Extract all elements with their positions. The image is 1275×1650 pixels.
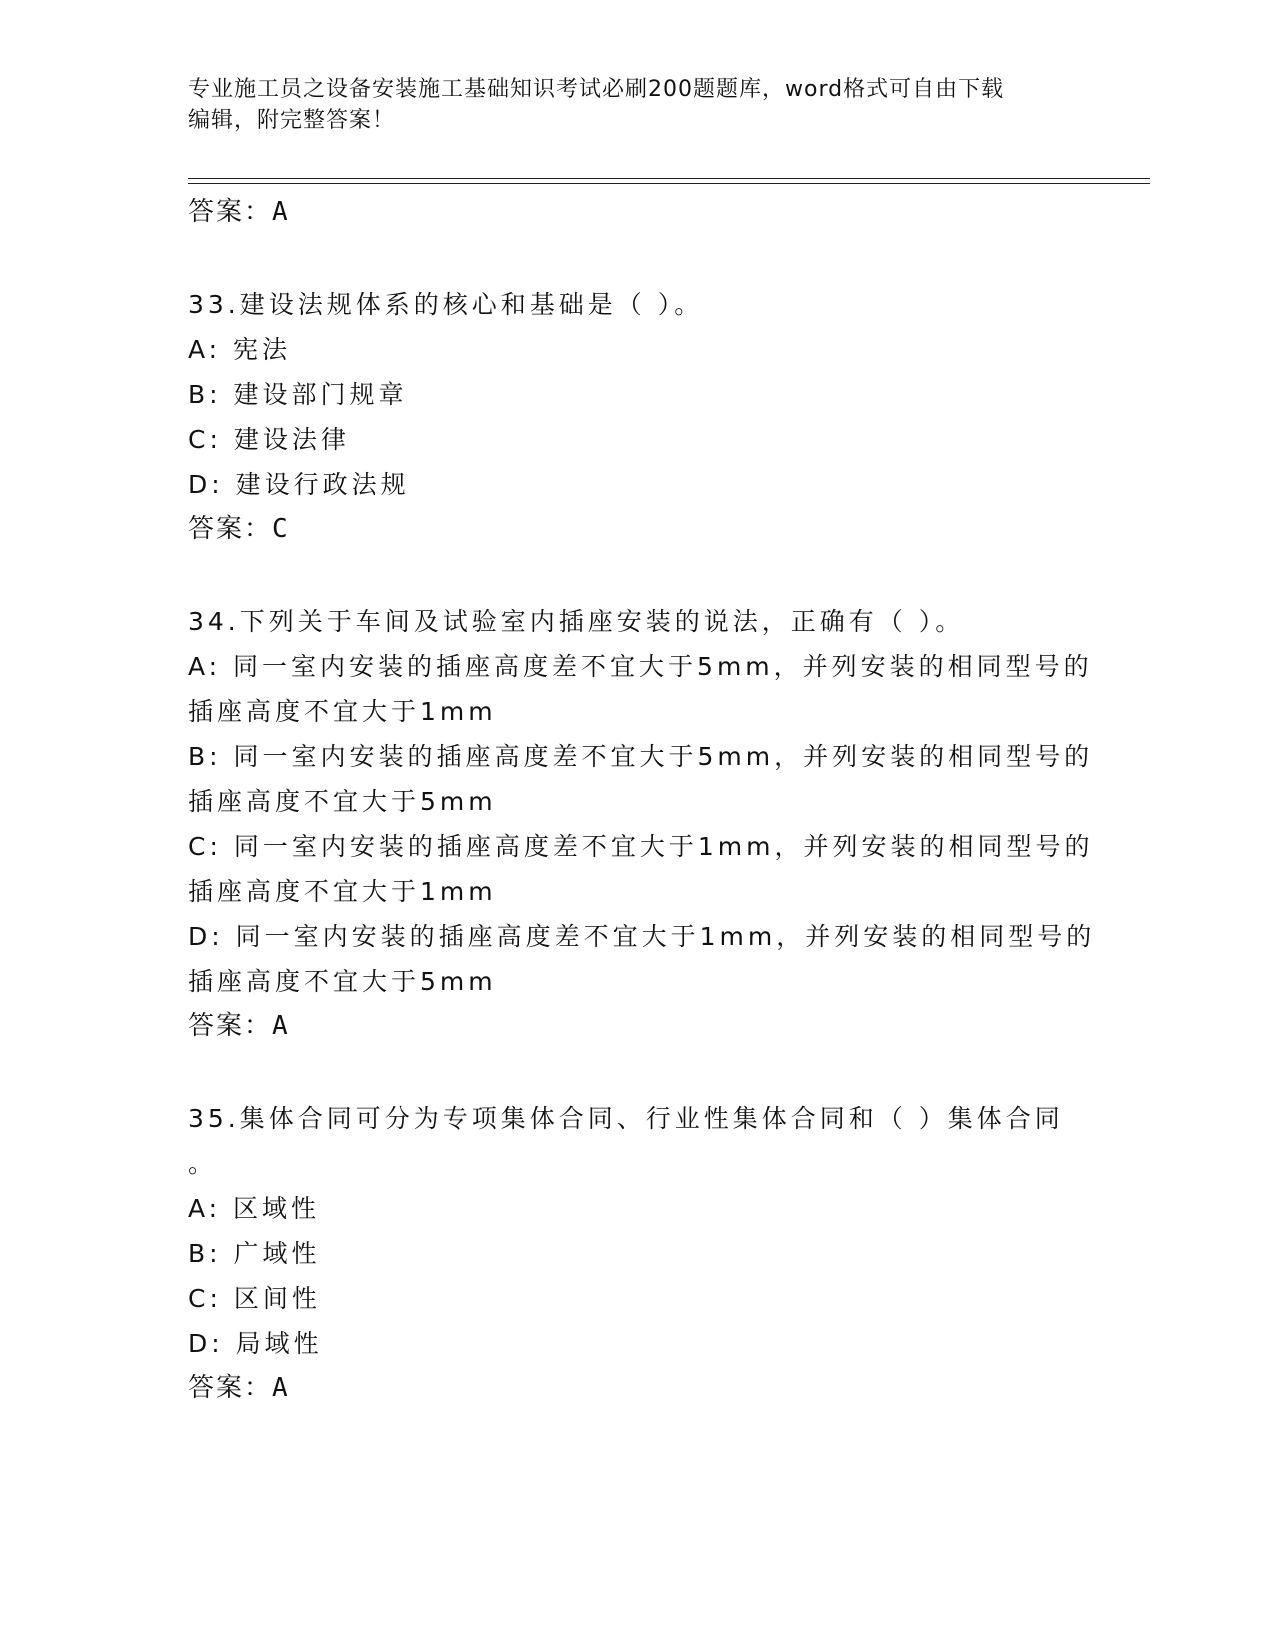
answer-label: 答案： [188,1011,273,1041]
option-d-continuation: 插座高度不宜大于5mm [188,967,497,996]
answer-value: C [272,514,288,544]
header-divider-bottom [188,183,1150,184]
question-stem-continuation: 。 [188,1149,218,1178]
spacer [188,552,1088,599]
answer [188,1004,1088,1049]
header-line-2: 编辑，附完整答案！ [188,108,396,133]
option-d: D: 局域性 [188,1329,323,1358]
document-body [188,190,1096,1411]
option-c: C: 同一室内安装的插座高度差不宜大于1mm，并列安装的相同型号的 [188,832,1094,861]
option-a: A: 同一室内安装的插座高度差不宜大于5mm，并列安装的相同型号的 [188,652,1093,681]
answer [188,507,1088,552]
question-33 [188,282,1088,552]
answer-label: 答案： [188,514,273,544]
option-a-continuation: 插座高度不宜大于1mm [188,697,497,726]
question-stem: 35.集体合同可分为专项集体合同、行业性集体合同和（ ）集体合同 [188,1104,1064,1133]
previous-answer [188,190,1088,235]
answer-label: 答案： [188,197,273,227]
option-a: A: 区域性 [188,1194,321,1223]
spacer [188,1049,1088,1096]
document-header [188,74,1068,136]
option-d: D: 建设行政法规 [188,470,410,499]
answer-value: A [272,197,288,227]
answer [188,1366,1088,1411]
option-d: D: 同一室内安装的插座高度差不宜大于1mm，并列安装的相同型号的 [188,922,1096,951]
header-divider-top [188,178,1150,179]
option-c: C: 区间性 [188,1284,321,1313]
option-b: B: 广域性 [188,1239,321,1268]
option-b-continuation: 插座高度不宜大于5mm [188,787,497,816]
answer-value: A [272,1373,288,1403]
option-c-continuation: 插座高度不宜大于1mm [188,877,497,906]
option-b: B: 建设部门规章 [188,380,408,409]
question-stem: 33.建设法规体系的核心和基础是（ ）。 [188,290,704,319]
answer-label: 答案： [188,1373,273,1403]
option-c: C: 建设法律 [188,425,350,454]
spacer [188,235,1088,282]
answer-value: A [272,1011,288,1041]
option-a: A: 宪法 [188,335,292,364]
question-35 [188,1096,1088,1411]
header-line-1: 专业施工员之设备安装施工基础知识考试必刷200题题库，word格式可自由下载 [188,77,1005,102]
option-b: B: 同一室内安装的插座高度差不宜大于5mm，并列安装的相同型号的 [188,742,1094,771]
question-stem: 34.下列关于车间及试验室内插座安装的说法，正确有（ ）。 [188,607,965,636]
question-34 [188,599,1096,1049]
